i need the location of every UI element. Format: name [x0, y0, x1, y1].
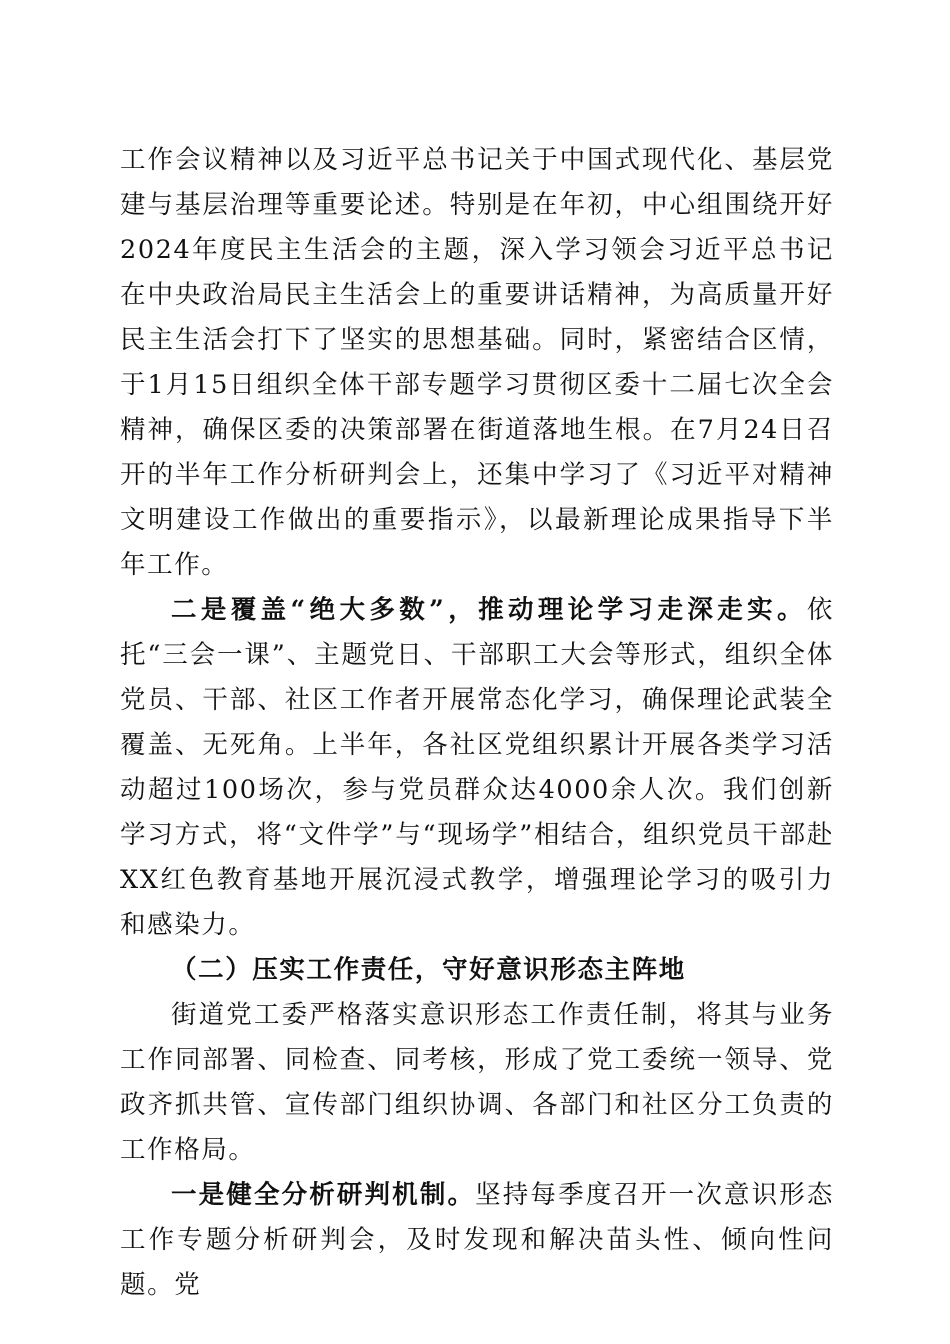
- paragraph-lead: 一是健全分析研判机制。: [171, 1180, 476, 1210]
- paragraph-text: 依托“三会一课”、主题党日、干部职工大会等形式，组织全体党员、干部、社区工作者开展常态化学习，确保理论武装全覆盖、无死角。上半年，各社区党组织累计开展各类学习活动超过100场次，参与党员群众达4000余人次。我们创新学习方式，将“文件学”与“现场学”相结合，组织党员干部赴XX红色教育基地开展沉浸式教学，增强理论学习的吸引力和感染力。: [120, 595, 834, 940]
- paragraph-point-two: [120, 588, 834, 948]
- section-heading: （二）压实工作责任，守好意识形态主阵地: [171, 955, 686, 985]
- paragraph-text: 工作会议精神以及习近平总书记关于中国式现代化、基层党建与基层治理等重要论述。特别是在年初，中心组围绕开好2024年度民主生活会的主题，深入学习领会习近平总书记在中央政治局民主生活会上的重要讲话精神，为高质量开好民主生活会打下了坚实的思想基础。同时，紧密结合区情，于1月15日组织全体干部专题学习贯彻区委十二届七次全会精神，确保区委的决策部署在街道落地生根。在7月24日召开的半年工作分析研判会上，还集中学习了《习近平对精神文明建设工作做出的重要指示》，以最新理论成果指导下半年工作。: [120, 145, 834, 580]
- paragraph-point-one: [120, 1173, 834, 1308]
- paragraph-continuation: [120, 138, 834, 588]
- paragraph-text: 街道党工委严格落实意识形态工作责任制，将其与业务工作同部署、同检查、同考核，形成了党工委统一领导、党政齐抓共管、宣传部门组织协调、各部门和社区分工负责的工作格局。: [120, 1000, 834, 1165]
- paragraph-lead: 二是覆盖“绝大多数”，推动理论学习走深走实。: [171, 595, 807, 625]
- paragraph-responsibility: [120, 993, 834, 1173]
- paragraph-text: 坚持每季度召开一次意识形态工作专题分析研判会，及时发现和解决苗头性、倾向性问题。党: [120, 1180, 834, 1300]
- document-page: [120, 138, 834, 1308]
